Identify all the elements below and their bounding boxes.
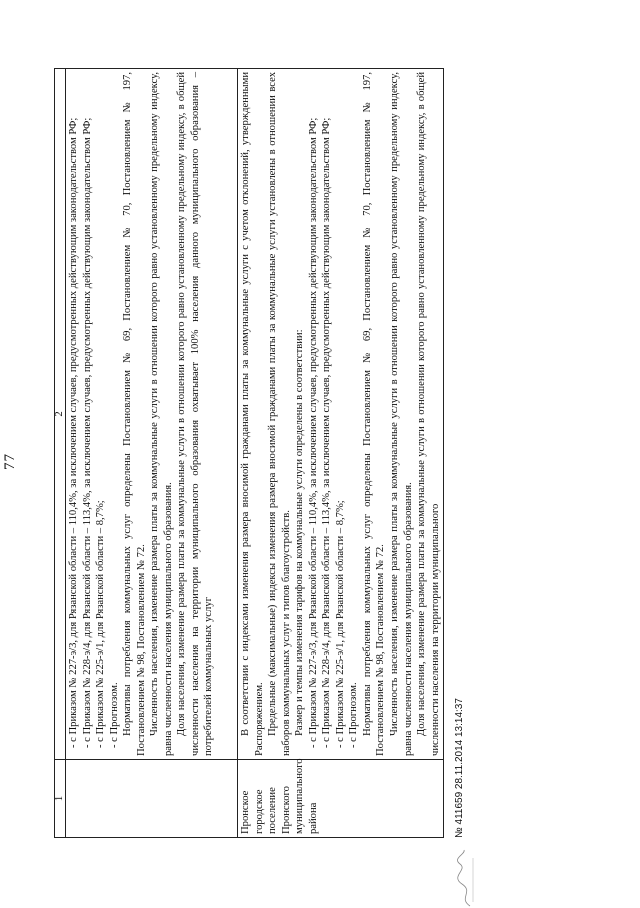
paragraph: - с Приказом № 227-э/3, для Рязанской области – 110,4%, за исключением случаев, предусмотренных действующим законодательством РФ; (307, 117, 319, 748)
paragraph: - с Приказом № 228-э/4, для Рязанской области – 113,4%, за исключением случаев, предусмотренных действующим законодательством РФ; (321, 117, 333, 748)
paragraph: Размер и темпы изменения тарифов на коммунальные услуги определены в соответствии: (294, 329, 306, 736)
settlement-cell (66, 760, 238, 838)
paragraph: Нормативы потребления коммунальных услуг определены Постановлением № 69, Постановлением № 70, Постановлением № 197, Постановлением № 98, Постановлением № 72. (122, 72, 147, 756)
registration-stamp (454, 698, 465, 838)
paragraph: - с Приказом № 227-э/3, для Рязанской области – 110,4%, за исключением случаев, предусмотренных действующим законодательством РФ; (68, 117, 79, 748)
table-row (66, 69, 238, 838)
paragraph: Доля населения, изменение размера платы за коммунальные услуги в отношении которого равно установленному предельному индексу, в общей численности населения на территории муниципального (416, 72, 441, 756)
paragraph: Численность населения, изменение размера платы за коммунальные услуги в отношении которого равно установленному предельному индексу, равна численности населения муниципального образования. (389, 72, 414, 756)
paragraph: Предельные (максимальные) индексы изменения размера вносимой гражданами платы за коммунальные услуги установлены в отношении всех наборов коммунальных услуг и типов благоустройств. (267, 72, 292, 756)
paragraph: - с Приказом № 225-э/1, для Рязанской области – 8,7%; (334, 500, 346, 748)
paragraph: - с Приказом № 225-э/1, для Рязанской области – 8,7%; (95, 500, 107, 748)
settlement-cell: Пронское городское поселение Пронского муниципального района (238, 760, 444, 838)
column-header-2: 2 (55, 69, 66, 760)
column-header-1: 1 (55, 760, 66, 838)
table-row (238, 69, 444, 838)
description-cell (66, 69, 238, 760)
page-number: 77 (2, 453, 18, 470)
paragraph: - с Прогнозом. (348, 682, 360, 748)
paragraph: - с Приказом № 228-э/4, для Рязанской области – 113,4%, за исключением случаев, предусмотренных действующим законодательством РФ; (81, 117, 93, 748)
paragraph: В соответствии с индексами изменения размера вносимой гражданами платы за коммунальные услуги с учетом отклонений, утвержденными Распоряжением. (240, 72, 265, 756)
document-page (2, 68, 465, 838)
paragraph: Нормативы потребления коммунальных услуг определены Постановлением № 69, Постановлением № 70, Постановлением № 197, Постановлением № 98, Постановлением № 72. (361, 72, 387, 756)
description-cell (238, 69, 444, 760)
document-table (54, 68, 444, 838)
paragraph: Численность населения, изменение размера платы за коммунальные услуги в отношении которого равно установленному предельному индексу, равна численности населения муниципального образования. (149, 72, 174, 756)
signature-mark (452, 848, 476, 908)
registration-number: № 411659 28.11.2014 13:14:37 (454, 698, 465, 838)
table-header-row (55, 69, 66, 838)
paragraph: Доля населения, изменение размера платы за коммунальные услуги в отношении которого равно установленному предельному индексу, в общей численности населения на территории муниципального образования охватывает 100% населения данного муниципального образования – потребителей коммунальных услуг (176, 72, 215, 756)
paragraph: - с Прогнозом. (108, 682, 120, 748)
